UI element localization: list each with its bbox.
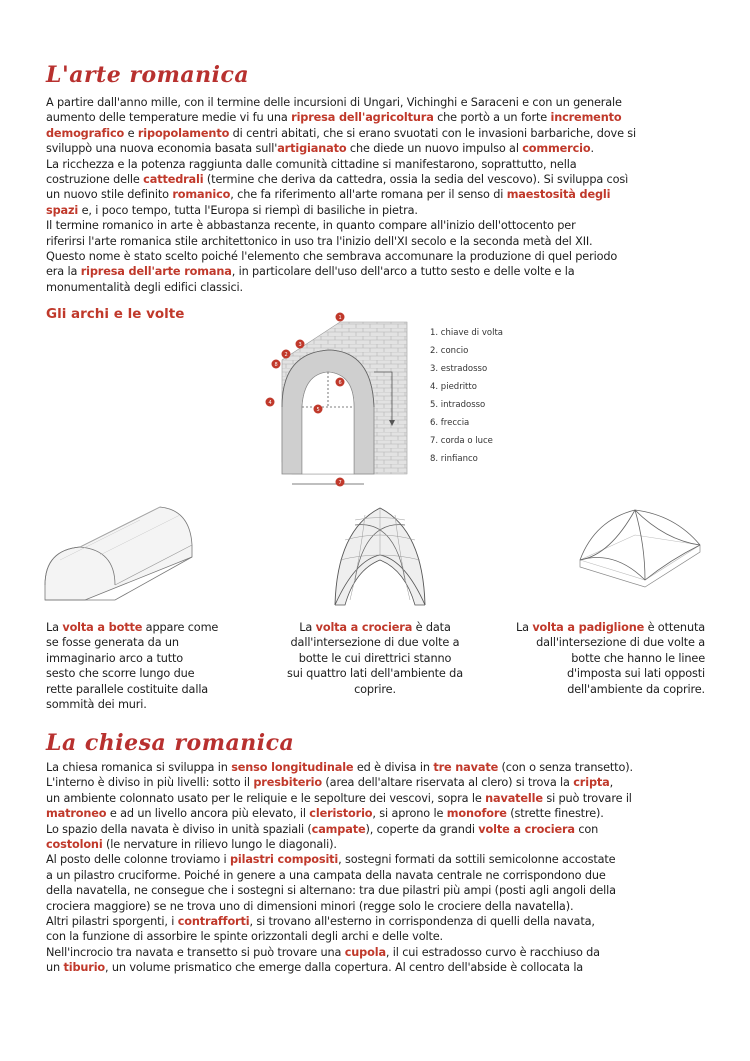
text-line <box>272 620 478 635</box>
highlighted-term: volta a padiglione <box>532 621 645 634</box>
highlighted-term: costoloni <box>46 838 103 852</box>
highlighted-term: demografico <box>46 126 125 140</box>
text-line <box>46 682 218 697</box>
legend-item: 4. piedritto <box>430 382 477 392</box>
text-segment: , il cui estradosso curvo è racchiuso da <box>385 945 600 959</box>
church-paragraph <box>46 760 706 976</box>
text-line <box>46 157 706 172</box>
highlighted-term: presbiterio <box>253 776 322 790</box>
text-segment: botte le cui direttrici stanno <box>298 651 452 665</box>
text-segment: e <box>124 126 138 140</box>
text-line <box>272 666 478 681</box>
text-segment: (le nervature in rilievo lungo le diagonali). <box>102 838 337 852</box>
text-segment: appare come <box>142 621 219 634</box>
text-segment: Lo spazio della navata è diviso in unità spaziali ( <box>46 822 312 836</box>
text-segment: che portò a un forte <box>433 111 551 125</box>
text-segment: Questo nome è stato scelto poiché l'elemento che sembrava accomunare la produzione di quel periodo <box>46 250 618 264</box>
text-line <box>46 280 706 295</box>
section-title-chiesa-romanica: La chiesa romanica <box>46 730 295 756</box>
text-line <box>272 682 478 697</box>
text-line <box>272 635 478 650</box>
text-segment: monumentalità degli edifici classici. <box>46 280 243 294</box>
text-line <box>46 666 218 681</box>
text-segment: ), coperte da grandi <box>365 822 479 836</box>
highlighted-term: incremento <box>550 111 622 125</box>
svg-text:2: 2 <box>284 352 288 358</box>
text-segment: , in particolare dell'uso dell'arco a tutto sesto e delle volte e la <box>231 265 575 279</box>
caption-barrel-vault <box>46 620 218 712</box>
text-line <box>46 187 706 202</box>
caption-cloister-vault <box>500 620 705 697</box>
text-segment: e ad un livello ancora più elevato, il <box>106 807 310 821</box>
highlighted-term: ripresa dell'arte romana <box>80 265 232 279</box>
text-line <box>46 837 706 852</box>
text-line <box>46 945 706 960</box>
text-segment: Altri pilastri sporgenti, i <box>46 915 178 929</box>
text-segment: immaginario arco a tutto <box>46 651 184 665</box>
arch-legend <box>430 324 503 468</box>
highlighted-term: artigianato <box>277 142 347 156</box>
highlighted-term: cripta <box>573 776 610 790</box>
highlighted-term: contrafforti <box>177 915 250 929</box>
svg-text:3: 3 <box>298 342 302 348</box>
highlighted-term: volte a crociera <box>478 822 575 836</box>
text-segment: un <box>46 961 64 975</box>
text-line <box>46 760 706 775</box>
text-line <box>46 775 706 790</box>
text-segment: A partire dall'anno mille, con il termine delle incursioni di Ungari, Vichinghi e Saraceni e con un generale <box>46 96 622 109</box>
text-segment: con <box>574 822 599 836</box>
highlighted-term: cupola <box>344 945 386 959</box>
subtitle-archi-volte: Gli archi e le volte <box>46 306 185 322</box>
legend-item: 6. freccia <box>430 418 470 428</box>
text-segment: un ambiente colonnato usato per le reliquie e le sepolture dei vescovi, sopra le <box>46 791 486 805</box>
text-segment: di centri abitati, che si erano svuotati con le invasioni barbariche, dove si <box>229 126 637 140</box>
highlighted-term: monofore <box>446 807 507 821</box>
text-line <box>46 806 706 821</box>
text-line <box>272 651 478 666</box>
svg-text:6: 6 <box>338 380 342 386</box>
cloister-vault-drawing <box>575 505 705 605</box>
text-segment: riferirsi l'arte romanica stile architettonico in uso tra l'inizio dell'XI secolo e la seconda metà del XII. <box>46 234 593 248</box>
text-segment: è data <box>412 621 451 634</box>
highlighted-term: matroneo <box>46 807 107 821</box>
arch-diagram <box>262 312 412 487</box>
text-segment: crociera maggiore) se ne trova uno di dimensioni minori (regge solo le crociere della navatella). <box>46 899 574 913</box>
text-line <box>46 264 706 279</box>
text-line <box>46 126 706 141</box>
text-line <box>46 852 706 867</box>
text-segment: che diede un nuovo impulso al <box>346 142 523 156</box>
text-segment: La <box>46 621 63 634</box>
text-segment: sesto che scorre lungo due <box>46 667 195 681</box>
text-segment: era la <box>46 265 81 279</box>
highlighted-term: commercio <box>522 142 591 156</box>
text-segment: , si aprono le <box>372 807 447 821</box>
text-segment: L'interno è diviso in più livelli: sotto il <box>46 776 254 790</box>
text-segment: rette parallele costituite dalla <box>46 682 209 696</box>
text-segment: dall'intersezione di due volte a <box>290 636 460 650</box>
text-line <box>500 666 705 681</box>
highlighted-term: spazi <box>46 203 79 217</box>
text-line <box>46 883 706 898</box>
legend-item: 1. chiave di volta <box>430 328 503 338</box>
highlighted-term: romanico <box>172 188 231 202</box>
text-segment: un nuovo stile definito <box>46 188 173 202</box>
svg-text:7: 7 <box>338 480 342 486</box>
highlighted-term: ripopolamento <box>137 126 230 140</box>
text-segment: botte che hanno le linee <box>571 651 705 665</box>
highlighted-term: senso longitudinale <box>231 761 354 774</box>
text-segment: (strette finestre). <box>506 807 604 821</box>
text-segment: Nell'incrocio tra navata e transetto si può trovare una <box>46 945 345 959</box>
text-segment: Il termine romanico in arte è abbastanza recente, in quanto compare all'inizio dell'ottocento per <box>46 219 576 233</box>
highlighted-term: pilastri compositi <box>229 853 339 867</box>
svg-text:4: 4 <box>268 400 272 406</box>
highlighted-term: ripresa dell'agricoltura <box>291 111 434 125</box>
text-line <box>46 620 218 635</box>
legend-item: 7. corda o luce <box>430 436 493 446</box>
text-segment: si può trovare il <box>542 791 632 805</box>
highlighted-term: tre navate <box>433 761 499 774</box>
highlighted-term: campate <box>311 822 366 836</box>
text-line <box>46 234 706 249</box>
text-segment: sommità dei muri. <box>46 698 147 712</box>
text-segment: (con o senza transetto). <box>498 761 633 774</box>
cross-vault-drawing <box>325 500 435 610</box>
text-line <box>500 620 705 635</box>
highlighted-term: navatelle <box>485 791 543 805</box>
text-segment: La <box>515 621 533 634</box>
highlighted-term: volta a botte <box>62 621 143 634</box>
text-segment: La ricchezza e la potenza raggiunta dalle comunità cittadine si manifestarono, soprattutto, nella <box>46 157 577 171</box>
text-line <box>500 651 705 666</box>
legend-item: 5. intradosso <box>430 400 486 410</box>
text-line <box>46 822 706 837</box>
section-title-arte-romanica: L'arte romanica <box>46 62 250 88</box>
text-segment: sui quattro lati dell'ambiente da <box>287 667 463 681</box>
text-line <box>500 635 705 650</box>
highlighted-term: maestosità degli <box>506 188 611 202</box>
text-line <box>46 95 706 110</box>
text-line <box>46 899 706 914</box>
text-line <box>46 960 706 975</box>
svg-text:1: 1 <box>338 315 342 321</box>
svg-text:5: 5 <box>316 407 320 413</box>
text-line <box>46 914 706 929</box>
text-line <box>46 203 706 218</box>
text-segment: , si trovano all'esterno in corrispondenza di quelli della navata, <box>249 915 595 929</box>
text-segment: e, i poco tempo, tutta l'Europa si riempì di basiliche in pietra. <box>78 203 418 217</box>
highlighted-term: volta a crociera <box>315 621 413 634</box>
text-segment: , che fa riferimento all'arte romana per il senso di <box>230 188 507 202</box>
text-segment: dell'ambiente da coprire. <box>567 682 705 696</box>
intro-paragraph <box>46 95 706 295</box>
text-segment: (area dell'altare riservata al clero) si trova la <box>321 776 574 790</box>
text-segment: con la funzione di assorbire le spinte orizzontali degli archi e delle volte. <box>46 930 443 944</box>
text-segment: , <box>609 776 614 790</box>
caption-cross-vault <box>272 620 478 697</box>
highlighted-term: cleristorio <box>309 807 373 821</box>
highlighted-term: tiburio <box>63 961 106 975</box>
text-segment: . <box>590 142 594 156</box>
text-segment: è ottenuta <box>644 621 705 634</box>
legend-item: 8. rinfianco <box>430 454 478 464</box>
text-segment: La <box>299 621 316 634</box>
text-segment: aumento delle temperature medie vi fu una <box>46 111 292 125</box>
text-segment: se fosse generata da un <box>46 636 179 650</box>
text-line <box>46 110 706 125</box>
text-segment: La chiesa romanica si sviluppa in <box>46 761 232 774</box>
barrel-vault-drawing <box>40 505 200 605</box>
text-line <box>46 635 218 650</box>
text-segment: Al posto delle colonne troviamo i <box>46 853 230 867</box>
text-segment: della navatella, ne consegue che i sostegni si alternano: tra due pilastri più ampi (posti agli angoli della <box>46 884 616 898</box>
svg-text:8: 8 <box>274 362 278 368</box>
text-segment: costruzione delle <box>46 173 144 187</box>
text-segment: dall'intersezione di due volte a <box>536 636 705 650</box>
text-segment: a un pilastro cruciforme. Poiché in genere a una campata della navata centrale ne corrispondono due <box>46 868 606 882</box>
text-line <box>46 791 706 806</box>
text-segment: sviluppò una nuova economia basata sull' <box>46 142 278 156</box>
text-line <box>500 682 705 697</box>
text-line <box>46 218 706 233</box>
text-line <box>46 172 706 187</box>
text-line <box>46 651 218 666</box>
text-segment: , un volume prismatico che emerge dalla copertura. Al centro dell'abside è collocata la <box>105 961 584 975</box>
text-line <box>46 141 706 156</box>
legend-item: 2. concio <box>430 346 469 356</box>
text-line <box>46 868 706 883</box>
text-segment: coprire. <box>354 682 396 696</box>
text-line <box>46 249 706 264</box>
text-segment: , sostegni formati da sottili semicolonne accostate <box>338 853 616 867</box>
text-segment: (termine che deriva da cattedra, ossia la sedia del vescovo). Si sviluppa così <box>203 173 629 187</box>
text-segment: ed è divisa in <box>353 761 434 774</box>
text-segment: d'imposta sui lati opposti <box>566 667 705 681</box>
text-line <box>46 697 218 712</box>
legend-item: 3. estradosso <box>430 364 488 374</box>
text-line <box>46 929 706 944</box>
highlighted-term: cattedrali <box>143 173 204 187</box>
